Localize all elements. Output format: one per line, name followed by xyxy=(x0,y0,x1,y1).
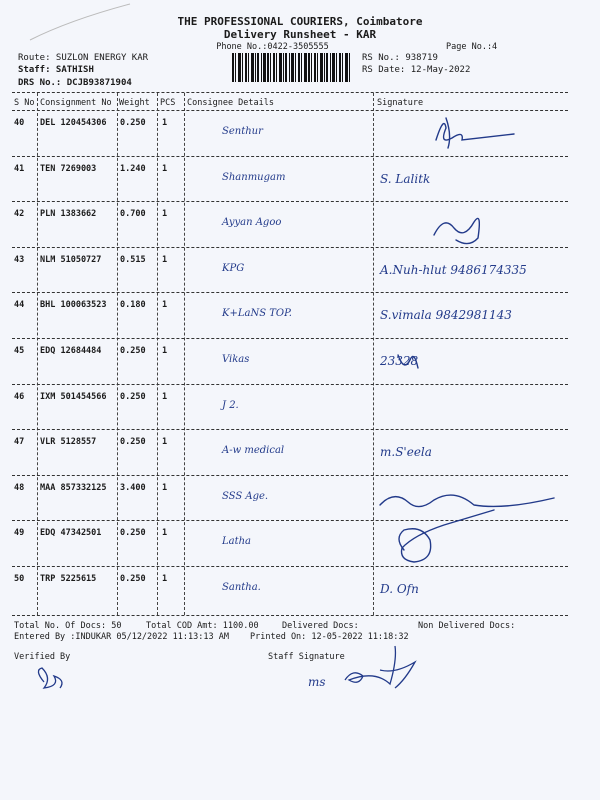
row-consignee-handwritten: Senthur xyxy=(222,126,263,137)
col-header-consignment: Consignment No xyxy=(40,98,112,108)
signature-scribbles xyxy=(374,110,568,615)
drs-number: DRS No.: DCJB93871904 xyxy=(18,78,132,88)
row-consignment: EDQ 12684484 xyxy=(40,346,102,356)
row-consignee-handwritten: Shanmugam xyxy=(222,171,286,183)
row-consignment: TEN 7269003 xyxy=(40,163,97,174)
col-divider xyxy=(37,93,38,615)
row-weight: 0.250 xyxy=(120,437,146,448)
row-consignee-handwritten: A-w medical xyxy=(222,445,285,457)
row-signature-handwritten: m.S'eela xyxy=(380,445,432,460)
row-sno: 48 xyxy=(14,482,25,493)
row-weight: 0.250 xyxy=(120,346,146,356)
row-consignment: BHL 100063523 xyxy=(40,300,107,311)
row-signature-handwritten: S.vimala 9842981143 xyxy=(380,308,512,323)
table-top-rule xyxy=(12,92,568,93)
staff-initials: ms xyxy=(308,675,326,689)
row-pcs: 1 xyxy=(162,346,168,356)
row-sno: 47 xyxy=(14,437,25,448)
row-consignee-handwritten: Latha xyxy=(222,536,252,548)
table-bottom-rule xyxy=(12,615,568,616)
row-sno: 49 xyxy=(14,528,25,539)
row-sno: 44 xyxy=(14,300,25,311)
row-pcs: 1 xyxy=(162,528,168,539)
staff-signature-label: Staff Signature xyxy=(268,652,345,662)
row-sno: 42 xyxy=(14,209,25,220)
row-consignee-handwritten: Santha. xyxy=(222,582,261,593)
total-cod: Total COD Amt: 1100.00 xyxy=(146,621,259,631)
row-weight: 1.240 xyxy=(120,163,146,174)
entered-by: Entered By :INDUKAR 05/12/2022 11:13:13 AM xyxy=(14,632,229,642)
col-divider xyxy=(157,93,158,615)
row-sno: 40 xyxy=(14,118,25,128)
row-weight: 0.250 xyxy=(120,391,146,402)
col-header-pcs: PCS xyxy=(160,98,176,108)
row-sno: 41 xyxy=(14,163,25,174)
total-docs: Total No. Of Docs: 50 xyxy=(14,621,122,631)
row-consignment: DEL 120454306 xyxy=(40,118,107,128)
row-pcs: 1 xyxy=(162,482,168,493)
row-weight: 3.400 xyxy=(120,482,146,493)
row-pcs: 1 xyxy=(162,209,168,220)
row-weight: 0.250 xyxy=(120,574,146,584)
row-sno: 46 xyxy=(14,391,25,402)
printed-on: Printed On: 12-05-2022 11:18:32 xyxy=(250,632,409,642)
row-consignment: MAA 857332125 xyxy=(40,482,107,493)
row-pcs: 1 xyxy=(162,300,168,311)
row-consignment: TRP 5225615 xyxy=(40,574,97,584)
page-number: Page No.:4 xyxy=(446,42,498,52)
row-pcs: 1 xyxy=(162,574,168,584)
row-consignee-handwritten: J 2. xyxy=(222,399,239,411)
row-weight: 0.700 xyxy=(120,209,146,220)
row-consignee-handwritten: Vikas xyxy=(222,354,250,365)
row-weight: 0.180 xyxy=(120,300,146,311)
staff-signature-mark xyxy=(335,640,420,695)
col-header-consignee: Consignee Details xyxy=(187,98,274,108)
row-signature-handwritten: 23328 xyxy=(380,354,419,368)
scan-streak xyxy=(0,0,140,60)
barcode-image xyxy=(232,53,350,82)
runsheet-subtitle: Delivery Runsheet - KAR xyxy=(223,28,377,41)
col-divider xyxy=(184,93,185,615)
row-consignee-handwritten: K+LaNS TOP. xyxy=(222,308,292,320)
row-consignee-handwritten: Ayyan Agoo xyxy=(222,217,282,229)
row-sno: 50 xyxy=(14,574,25,584)
col-divider xyxy=(117,93,118,615)
row-weight: 0.250 xyxy=(120,528,146,539)
row-signature-handwritten: S. Lalitk xyxy=(380,171,431,186)
row-consignee-handwritten: KPG xyxy=(222,262,245,274)
row-sno: 43 xyxy=(14,254,25,265)
row-pcs: 1 xyxy=(162,254,168,265)
row-pcs: 1 xyxy=(162,437,168,448)
row-consignment: NLM 51050727 xyxy=(40,254,102,265)
col-header-weight: Weight xyxy=(119,98,150,108)
delivered-docs: Delivered Docs: xyxy=(282,621,359,631)
route-label: Route: SUZLON ENERGY KAR xyxy=(18,53,149,63)
verified-by-label: Verified By xyxy=(14,652,71,662)
row-weight: 0.515 xyxy=(120,254,146,265)
rs-number: RS No.: 938719 xyxy=(362,53,438,63)
col-header-signature: Signature xyxy=(377,98,424,108)
row-signature-handwritten: D. Ofn xyxy=(380,582,419,596)
verifier-signature xyxy=(30,660,90,700)
row-pcs: 1 xyxy=(162,391,168,402)
staff-label: Staff: SATHISH xyxy=(18,65,94,75)
row-consignee-handwritten: SSS Age. xyxy=(222,490,269,502)
rs-date: RS Date: 12-May-2022 xyxy=(362,65,471,75)
row-pcs: 1 xyxy=(162,163,168,174)
row-weight: 0.250 xyxy=(120,118,146,128)
row-signature-handwritten: A.Nuh-hlut 9486174335 xyxy=(380,262,527,277)
row-consignment: VLR 5128557 xyxy=(40,437,97,448)
col-header-sno: S No xyxy=(14,98,35,108)
row-consignment: EDQ 47342501 xyxy=(40,528,102,539)
row-pcs: 1 xyxy=(162,118,168,128)
row-sno: 45 xyxy=(14,346,25,356)
company-title: THE PROFESSIONAL COURIERS, Coimbatore xyxy=(177,15,423,28)
row-consignment: IXM 501454566 xyxy=(40,391,107,402)
non-delivered-docs: Non Delivered Docs: xyxy=(418,621,516,631)
row-consignment: PLN 1383662 xyxy=(40,209,97,220)
phone-number: Phone No.:0422-3505555 xyxy=(216,42,329,52)
